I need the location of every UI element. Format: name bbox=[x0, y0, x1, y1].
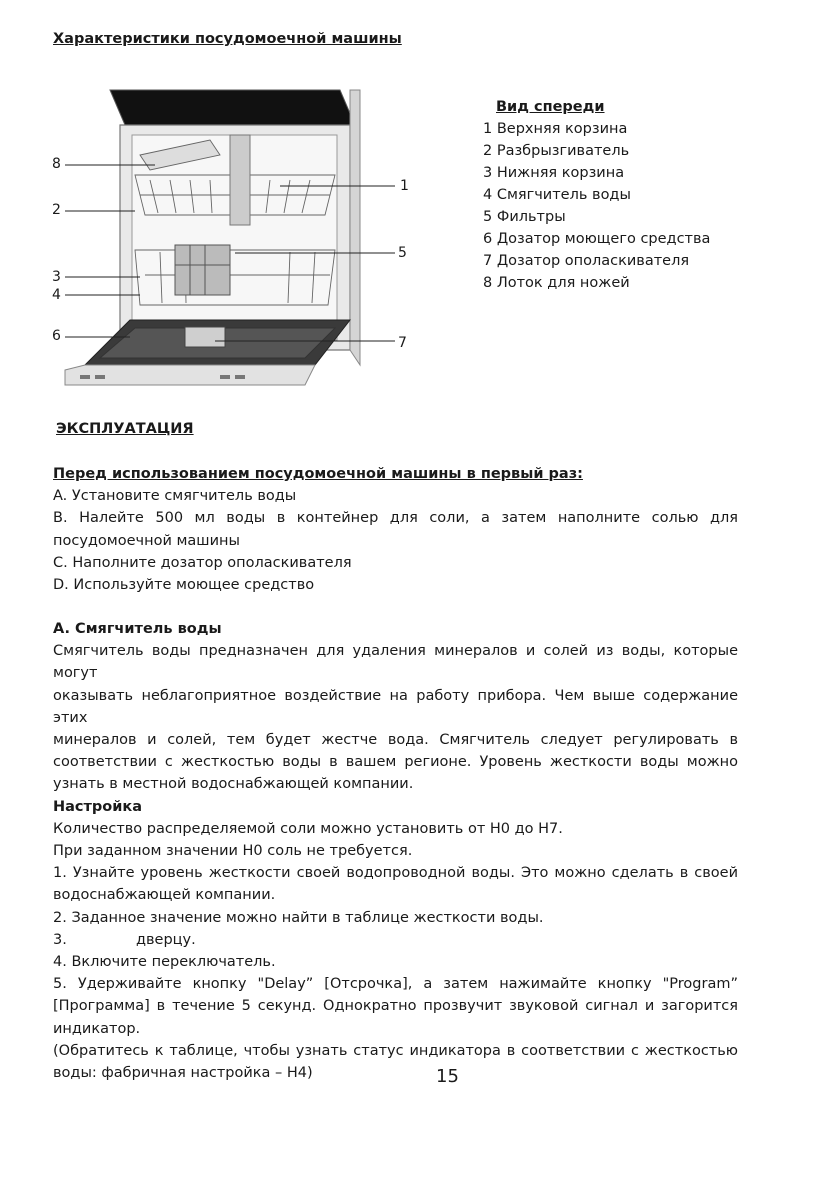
front-view-title: Вид спереди bbox=[496, 99, 605, 115]
first-use-heading: Перед использованием посудомоечной машины в первый раз: bbox=[53, 466, 583, 482]
operation-title: ЭКСПЛУАТАЦИЯ bbox=[56, 421, 194, 437]
page-number: 15 bbox=[436, 1066, 459, 1087]
callout-6: 6 bbox=[52, 328, 61, 344]
setup-line: 1. Узнайте уровень жесткости своей водопроводной воды. Это можно сделать в своей bbox=[53, 865, 738, 882]
legend-item: 4 Смягчитель воды bbox=[483, 187, 631, 203]
setup-line: 3. дверцу. bbox=[53, 931, 196, 948]
legend-item: 8 Лоток для ножей bbox=[483, 275, 630, 291]
setup-line: При заданном значении H0 соль не требуется. bbox=[53, 843, 413, 860]
softener-section bbox=[53, 618, 738, 1084]
first-use-step: D. Используйте моющее средство bbox=[53, 577, 315, 594]
first-use-step: A. Установите смягчитель воды bbox=[53, 488, 297, 505]
callout-8: 8 bbox=[52, 156, 61, 172]
first-use-section bbox=[53, 463, 738, 596]
softener-line: соответствии с жесткостью воды в вашем регионе. Уровень жесткости воды можно bbox=[53, 754, 738, 771]
setup-line: [Программа] в течение 5 секунд. Однократно прозвучит звуковой сигнал и загорится bbox=[53, 998, 738, 1015]
setup-line: 4. Включите переключатель. bbox=[53, 954, 276, 971]
setup-line: 5. Удерживайте кнопку "Delay” [Отсрочка], а затем нажимайте кнопку "Program” bbox=[53, 976, 738, 993]
setup-heading: Настройка bbox=[53, 798, 143, 815]
setup-line: водоснабжающей компании. bbox=[53, 887, 276, 904]
legend-item: 6 Дозатор моющего средства bbox=[483, 231, 711, 247]
page-title: Характеристики посудомоечной машины bbox=[53, 31, 402, 47]
callout-3: 3 bbox=[52, 269, 61, 285]
setup-line: индикатор. bbox=[53, 1020, 141, 1037]
callout-2: 2 bbox=[52, 202, 61, 218]
legend-item: 2 Разбрызгиватель bbox=[483, 143, 630, 159]
setup-line: воды: фабричная настройка – H4) bbox=[53, 1065, 313, 1082]
softener-line: Смягчитель воды предназначен для удаления минералов и солей из воды, которые могут bbox=[53, 643, 738, 682]
legend-item: 3 Нижняя корзина bbox=[483, 165, 625, 181]
softener-line: узнать в местной водоснабжающей компании. bbox=[53, 776, 414, 793]
first-use-step: посудомоечной машины bbox=[53, 532, 240, 549]
softener-line: оказывать неблагоприятное воздействие на работу прибора. Чем выше содержание этих bbox=[53, 687, 738, 726]
callout-1: 1 bbox=[400, 178, 409, 194]
setup-line: Количество распределяемой соли можно установить от H0 до H7. bbox=[53, 820, 563, 837]
first-use-step: B. Налейте 500 мл воды в контейнер для соли, а затем наполните солью для bbox=[53, 510, 738, 527]
setup-line: (Обратитесь к таблице, чтобы узнать статус индикатора в соответствии с жесткостью bbox=[53, 1042, 738, 1059]
softener-heading: A. Смягчитель воды bbox=[53, 621, 222, 637]
callout-5: 5 bbox=[398, 245, 407, 261]
callout-7: 7 bbox=[398, 335, 407, 351]
setup-line: 2. Заданное значение можно найти в таблице жесткости воды. bbox=[53, 909, 544, 926]
callout-4: 4 bbox=[52, 287, 61, 303]
front-view-legend bbox=[483, 96, 710, 294]
dishwasher-illustration bbox=[40, 80, 420, 400]
softener-line: минералов и солей, тем будет жестче вода. Смягчитель следует регулировать в bbox=[53, 732, 738, 749]
legend-item: 1 Верхняя корзина bbox=[483, 121, 628, 137]
legend-item: 5 Фильтры bbox=[483, 209, 566, 225]
first-use-step: C. Наполните дозатор ополаскивателя bbox=[53, 554, 352, 571]
legend-item: 7 Дозатор ополаскивателя bbox=[483, 253, 690, 269]
